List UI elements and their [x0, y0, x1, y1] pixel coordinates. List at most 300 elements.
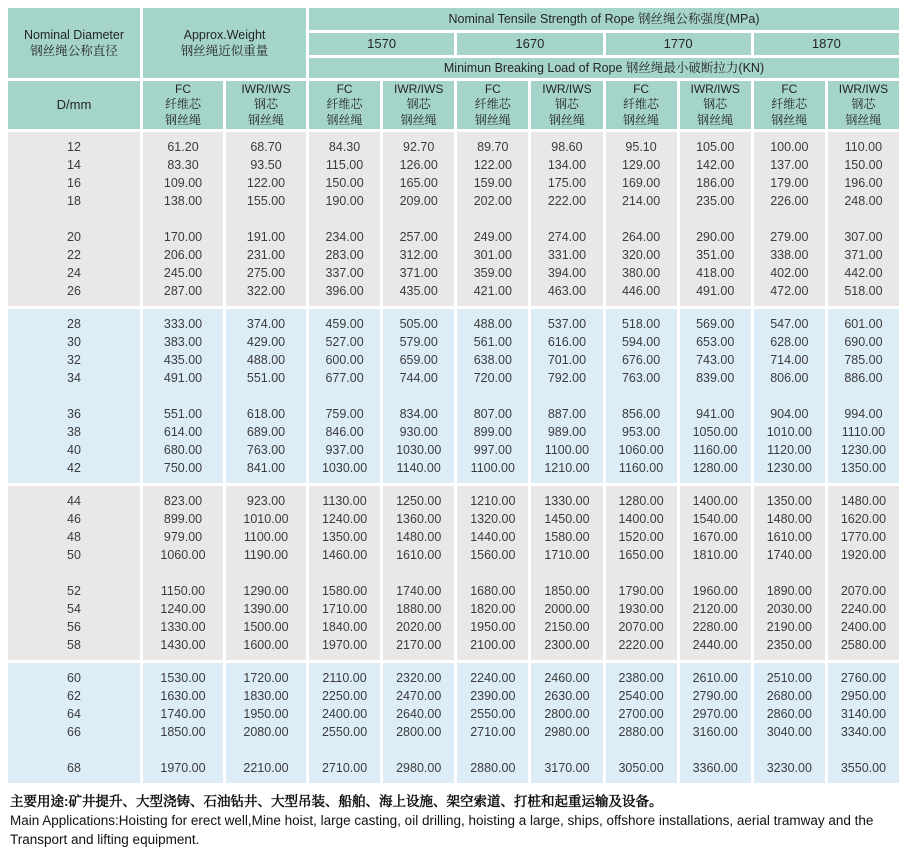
breaking-load-value: 744.00 [399, 371, 438, 385]
breaking-load-value: 600.00 [325, 353, 364, 367]
table-band [8, 132, 899, 306]
breaking-load-value: 1820.00 [470, 602, 516, 616]
value-column [531, 309, 602, 483]
breaking-load-value: 134.00 [547, 158, 587, 172]
breaking-load-value: 2070.00 [618, 620, 664, 634]
breaking-load-value: 937.00 [325, 443, 364, 457]
header-column-line: 钢丝绳 [771, 112, 808, 127]
header-column-line: 纤维芯 [164, 97, 201, 112]
header-column-line: 纤维芯 [771, 97, 808, 112]
breaking-load-value: 126.00 [399, 158, 438, 172]
breaking-load-value: 2880.00 [470, 761, 516, 775]
breaking-load-value: 2790.00 [692, 689, 738, 703]
breaking-load-value: 1030.00 [321, 461, 368, 475]
value-column [383, 132, 454, 306]
breaking-load-value: 320.00 [621, 248, 661, 262]
breaking-load-value: 1830.00 [243, 689, 289, 703]
breaking-load-value: 1540.00 [692, 512, 738, 526]
header-iwr-column [531, 81, 602, 129]
breaking-load-value: 2190.00 [766, 620, 812, 634]
value-column [754, 663, 825, 783]
breaking-load-value: 3360.00 [692, 761, 738, 775]
subgroup-gap [457, 741, 528, 759]
breaking-load-value: 122.00 [246, 176, 286, 190]
breaking-load-value: 1130.00 [322, 494, 367, 508]
breaking-load-value: 806.00 [770, 371, 809, 385]
breaking-load-value: 839.00 [696, 371, 735, 385]
breaking-load-value: 3550.00 [840, 761, 887, 775]
header-column-line: 钢丝绳 [247, 112, 284, 127]
subgroup-gap [828, 741, 899, 759]
breaking-load-value: 1520.00 [618, 530, 664, 544]
breaking-load-value: 676.00 [621, 353, 661, 367]
breaking-load-value: 3170.00 [544, 761, 590, 775]
diameter-value: 36 [67, 407, 81, 421]
diameter-value: 14 [67, 158, 81, 172]
breaking-load-value: 2390.00 [470, 689, 516, 703]
subgroup-gap [828, 564, 899, 582]
breaking-load-value: 2120.00 [692, 602, 738, 616]
diameter-value: 34 [67, 371, 81, 385]
header-fc-column [754, 81, 825, 129]
value-column [606, 309, 677, 483]
breaking-load-value: 2980.00 [396, 761, 442, 775]
diameter-value: 30 [67, 335, 81, 349]
breaking-load-value: 196.00 [844, 176, 883, 190]
value-column [226, 486, 306, 660]
breaking-load-value: 1100.00 [544, 443, 590, 457]
breaking-load-value: 1740.00 [160, 707, 206, 721]
breaking-load-value: 1160.00 [693, 443, 738, 457]
breaking-load-value: 659.00 [399, 353, 438, 367]
breaking-load-value: 1720.00 [243, 671, 289, 685]
header-column-line: 钢芯 [554, 97, 579, 112]
breaking-load-value: 418.00 [696, 266, 735, 280]
subgroup-gap [457, 564, 528, 582]
breaking-load-value: 1330.00 [544, 494, 590, 508]
breaking-load-value: 245.00 [163, 266, 203, 280]
breaking-load-value: 491.00 [696, 284, 735, 298]
value-column [606, 663, 677, 783]
breaking-load-value: 248.00 [844, 194, 883, 208]
value-column [143, 132, 223, 306]
diameter-value: 18 [67, 194, 81, 208]
diameter-value: 58 [67, 638, 81, 652]
breaking-load-value: 190.00 [325, 194, 364, 208]
value-column [828, 309, 899, 483]
breaking-load-value: 3050.00 [618, 761, 664, 775]
breaking-load-value: 98.60 [551, 140, 583, 154]
breaking-load-value: 1350.00 [840, 461, 887, 475]
breaking-load-value: 351.00 [696, 248, 735, 262]
breaking-load-value: 1580.00 [544, 530, 590, 544]
diameter-value: 16 [67, 176, 81, 190]
breaking-load-value: 1060.00 [618, 443, 664, 457]
breaking-load-value: 1100.00 [243, 530, 289, 544]
breaking-load-value: 2070.00 [840, 584, 887, 598]
header-column-line: 钢丝绳 [400, 112, 437, 127]
header-breaking-load-title: Minimun Breaking Load of Rope 钢丝绳最小破断拉力(KN) [309, 58, 899, 78]
breaking-load-value: 159.00 [473, 176, 512, 190]
breaking-load-value: 459.00 [325, 317, 364, 331]
breaking-load-value: 2980.00 [544, 725, 590, 739]
breaking-load-value: 1210.00 [470, 494, 516, 508]
breaking-load-value: 150.00 [844, 158, 883, 172]
breaking-load-value: 1440.00 [470, 530, 516, 544]
breaking-load-value: 488.00 [246, 353, 286, 367]
breaking-load-value: 2880.00 [618, 725, 664, 739]
breaking-load-value: 421.00 [473, 284, 512, 298]
breaking-load-value: 1880.00 [396, 602, 442, 616]
breaking-load-value: 435.00 [163, 353, 203, 367]
breaking-load-value: 1230.00 [840, 443, 887, 457]
value-column [457, 309, 528, 483]
breaking-load-value: 1350.00 [321, 530, 368, 544]
diameter-value: 46 [67, 512, 81, 526]
breaking-load-value: 1400.00 [692, 494, 738, 508]
value-column [828, 663, 899, 783]
breaking-load-value: 616.00 [547, 335, 587, 349]
breaking-load-value: 488.00 [473, 317, 512, 331]
value-column [531, 663, 602, 783]
value-column [680, 132, 751, 306]
header-column-line: 钢丝绳 [164, 112, 201, 127]
header-fc-column [309, 81, 380, 129]
subgroup-gap [680, 741, 751, 759]
breaking-load-value: 275.00 [246, 266, 286, 280]
breaking-load-value: 2100.00 [470, 638, 516, 652]
diameter-value: 20 [67, 230, 81, 244]
breaking-load-value: 1430.00 [160, 638, 206, 652]
breaking-load-value: 3230.00 [766, 761, 812, 775]
breaking-load-value: 1190.00 [243, 548, 289, 562]
subgroup-gap [457, 210, 528, 228]
breaking-load-value: 551.00 [163, 407, 203, 421]
breaking-load-value: 680.00 [163, 443, 203, 457]
breaking-load-value: 601.00 [844, 317, 883, 331]
breaking-load-value: 191.00 [246, 230, 286, 244]
breaking-load-value: 1740.00 [766, 548, 812, 562]
breaking-load-value: 841.00 [246, 461, 286, 475]
breaking-load-value: 1150.00 [160, 584, 206, 598]
subgroup-gap [828, 210, 899, 228]
breaking-load-value: 1610.00 [396, 548, 442, 562]
breaking-load-value: 1250.00 [396, 494, 442, 508]
breaking-load-value: 1060.00 [160, 548, 206, 562]
breaking-load-value: 338.00 [770, 248, 809, 262]
breaking-load-value: 283.00 [325, 248, 364, 262]
header-iwr-column [828, 81, 899, 129]
breaking-load-value: 491.00 [163, 371, 203, 385]
breaking-load-value: 518.00 [621, 317, 661, 331]
breaking-load-value: 331.00 [547, 248, 587, 262]
breaking-load-value: 165.00 [399, 176, 438, 190]
breaking-load-value: 2510.00 [766, 671, 812, 685]
subgroup-gap [680, 210, 751, 228]
subgroup-gap [226, 210, 306, 228]
subgroup-gap [531, 741, 602, 759]
header-strength-grade: 1670 [457, 33, 602, 55]
subgroup-gap [754, 210, 825, 228]
diameter-value: 68 [67, 761, 81, 775]
breaking-load-value: 2460.00 [544, 671, 590, 685]
breaking-load-value: 518.00 [844, 284, 883, 298]
header-column-line: 钢芯 [703, 97, 728, 112]
breaking-load-value: 2170.00 [396, 638, 442, 652]
breaking-load-value: 1160.00 [618, 461, 664, 475]
breaking-load-value: 84.30 [328, 140, 361, 154]
header-column-line: 钢芯 [253, 97, 278, 112]
breaking-load-value: 1030.00 [396, 443, 442, 457]
breaking-load-value: 337.00 [325, 266, 364, 280]
breaking-load-value: 3340.00 [840, 725, 887, 739]
breaking-load-value: 115.00 [325, 158, 364, 172]
header-strength-grade: 1570 [309, 33, 454, 55]
breaking-load-value: 653.00 [696, 335, 735, 349]
breaking-load-value: 371.00 [399, 266, 438, 280]
breaking-load-value: 2400.00 [321, 707, 368, 721]
breaking-load-value: 1010.00 [766, 425, 812, 439]
breaking-load-value: 307.00 [844, 230, 883, 244]
breaking-load-value: 1930.00 [618, 602, 664, 616]
header-column-line: FC [633, 81, 650, 96]
header-fc-column [606, 81, 677, 129]
breaking-load-value: 61.20 [167, 140, 199, 154]
breaking-load-value: 1240.00 [160, 602, 206, 616]
subgroup-gap [226, 564, 306, 582]
subgroup-gap [8, 210, 140, 228]
value-column [383, 486, 454, 660]
breaking-load-value: 2800.00 [396, 725, 442, 739]
breaking-load-value: 3160.00 [692, 725, 738, 739]
diameter-value: 38 [67, 425, 81, 439]
subgroup-gap [606, 210, 677, 228]
value-column [531, 486, 602, 660]
breaking-load-value: 2680.00 [766, 689, 812, 703]
breaking-load-value: 887.00 [547, 407, 587, 421]
breaking-load-value: 109.00 [163, 176, 203, 190]
breaking-load-value: 402.00 [770, 266, 809, 280]
breaking-load-value: 138.00 [163, 194, 203, 208]
subgroup-gap [309, 741, 380, 759]
breaking-load-value: 1950.00 [470, 620, 516, 634]
subgroup-gap [8, 741, 140, 759]
breaking-load-value: 2320.00 [396, 671, 442, 685]
diameter-value: 12 [67, 140, 81, 154]
breaking-load-value: 537.00 [547, 317, 587, 331]
breaking-load-value: 628.00 [770, 335, 809, 349]
breaking-load-value: 1850.00 [544, 584, 590, 598]
value-column [828, 486, 899, 660]
breaking-load-value: 374.00 [246, 317, 286, 331]
header-iwr-column [226, 81, 306, 129]
header-column-line: IWR/IWS [394, 81, 444, 96]
breaking-load-value: 186.00 [696, 176, 735, 190]
breaking-load-value: 1840.00 [321, 620, 368, 634]
header-column-line: IWR/IWS [542, 81, 592, 96]
diameter-value: 56 [67, 620, 81, 634]
value-column [383, 309, 454, 483]
breaking-load-value: 677.00 [325, 371, 364, 385]
breaking-load-value: 1120.00 [767, 443, 812, 457]
breaking-load-value: 1280.00 [618, 494, 664, 508]
breaking-load-value: 235.00 [696, 194, 735, 208]
breaking-load-value: 994.00 [844, 407, 883, 421]
breaking-load-value: 394.00 [547, 266, 587, 280]
breaking-load-value: 68.70 [250, 140, 282, 154]
breaking-load-value: 1360.00 [396, 512, 442, 526]
breaking-load-value: 1350.00 [766, 494, 812, 508]
diameter-column [8, 486, 140, 660]
header-column-line: 钢丝绳 [548, 112, 585, 127]
breaking-load-value: 547.00 [770, 317, 809, 331]
breaking-load-value: 110.00 [844, 140, 883, 154]
breaking-load-value: 2080.00 [243, 725, 289, 739]
breaking-load-value: 170.00 [163, 230, 203, 244]
breaking-load-value: 214.00 [621, 194, 661, 208]
breaking-load-value: 301.00 [473, 248, 512, 262]
breaking-load-value: 2280.00 [692, 620, 738, 634]
breaking-load-value: 175.00 [547, 176, 587, 190]
breaking-load-value: 2030.00 [766, 602, 812, 616]
subgroup-gap [143, 564, 223, 582]
breaking-load-value: 1560.00 [470, 548, 516, 562]
breaking-load-value: 1610.00 [766, 530, 812, 544]
subgroup-gap [531, 387, 602, 405]
breaking-load-value: 763.00 [246, 443, 286, 457]
table-band [8, 309, 899, 483]
breaking-load-value: 1710.00 [544, 548, 590, 562]
subgroup-gap [754, 741, 825, 759]
breaking-load-value: 1890.00 [766, 584, 812, 598]
subgroup-gap [226, 387, 306, 405]
breaking-load-value: 2710.00 [321, 761, 368, 775]
breaking-load-value: 1970.00 [321, 638, 368, 652]
breaking-load-value: 1950.00 [243, 707, 289, 721]
value-column [606, 486, 677, 660]
header-column-line: 纤维芯 [623, 97, 660, 112]
breaking-load-value: 442.00 [844, 266, 883, 280]
subgroup-gap [680, 564, 751, 582]
header-column-line: IWR/IWS [241, 81, 291, 96]
breaking-load-value: 2540.00 [618, 689, 664, 703]
breaking-load-value: 95.10 [625, 140, 657, 154]
breaking-load-value: 807.00 [473, 407, 512, 421]
breaking-load-value: 1740.00 [396, 584, 442, 598]
breaking-load-value: 1400.00 [618, 512, 664, 526]
breaking-load-value: 743.00 [696, 353, 735, 367]
breaking-load-value: 169.00 [621, 176, 661, 190]
breaking-load-value: 1010.00 [243, 512, 289, 526]
breaking-load-value: 206.00 [163, 248, 203, 262]
breaking-load-value: 1710.00 [321, 602, 368, 616]
diameter-value: 42 [67, 461, 81, 475]
breaking-load-value: 1390.00 [243, 602, 289, 616]
diameter-value: 28 [67, 317, 81, 331]
breaking-load-value: 714.00 [770, 353, 809, 367]
breaking-load-value: 142.00 [696, 158, 735, 172]
diameter-column [8, 663, 140, 783]
breaking-load-value: 100.00 [770, 140, 809, 154]
header-column-line: IWR/IWS [838, 81, 889, 96]
breaking-load-value: 904.00 [770, 407, 809, 421]
breaking-load-value: 2110.00 [322, 671, 367, 685]
value-column [383, 663, 454, 783]
header-approx-weight [143, 8, 306, 78]
value-column [309, 486, 380, 660]
breaking-load-value: 579.00 [399, 335, 438, 349]
header-column-line: FC [484, 81, 501, 96]
table-body [8, 132, 899, 783]
breaking-load-value: 3140.00 [840, 707, 887, 721]
breaking-load-value: 359.00 [473, 266, 512, 280]
applications-note [8, 786, 899, 851]
breaking-load-value: 2470.00 [396, 689, 442, 703]
breaking-load-value: 638.00 [473, 353, 512, 367]
breaking-load-value: 689.00 [246, 425, 286, 439]
value-column [680, 663, 751, 783]
diameter-value: 32 [67, 353, 81, 367]
diameter-value: 66 [67, 725, 81, 739]
breaking-load-value: 1920.00 [840, 548, 887, 562]
breaking-load-value: 1530.00 [160, 671, 206, 685]
breaking-load-value: 759.00 [325, 407, 364, 421]
breaking-load-value: 1960.00 [692, 584, 738, 598]
value-column [680, 309, 751, 483]
breaking-load-value: 720.00 [473, 371, 512, 385]
breaking-load-value: 2350.00 [766, 638, 812, 652]
breaking-load-value: 846.00 [325, 425, 364, 439]
breaking-load-value: 1770.00 [840, 530, 887, 544]
diameter-value: 54 [67, 602, 81, 616]
header-nominal-diameter-en: Nominal Diameter [23, 27, 125, 42]
subgroup-gap [606, 564, 677, 582]
diameter-value: 64 [67, 707, 81, 721]
header-column-line: 钢丝绳 [845, 112, 882, 127]
value-column [457, 486, 528, 660]
breaking-load-value: 222.00 [547, 194, 587, 208]
breaking-load-value: 1460.00 [321, 548, 368, 562]
subgroup-gap [143, 387, 223, 405]
breaking-load-value: 2210.00 [243, 761, 289, 775]
breaking-load-value: 614.00 [163, 425, 203, 439]
value-column [754, 309, 825, 483]
breaking-load-value: 1790.00 [618, 584, 664, 598]
diameter-value: 62 [67, 689, 81, 703]
breaking-load-value: 527.00 [325, 335, 364, 349]
header-column-line: 钢丝绳 [326, 112, 363, 127]
breaking-load-value: 2640.00 [396, 707, 442, 721]
breaking-load-value: 226.00 [770, 194, 809, 208]
table-header [8, 8, 899, 129]
header-column-line: FC [781, 81, 798, 96]
breaking-load-value: 93.50 [250, 158, 282, 172]
breaking-load-value: 3040.00 [766, 725, 812, 739]
breaking-load-value: 202.00 [473, 194, 512, 208]
diameter-value: 50 [67, 548, 81, 562]
subgroup-gap [226, 741, 306, 759]
breaking-load-value: 505.00 [399, 317, 438, 331]
breaking-load-value: 2250.00 [321, 689, 368, 703]
breaking-load-value: 179.00 [770, 176, 809, 190]
breaking-load-value: 2020.00 [396, 620, 442, 634]
header-column-line: 钢芯 [851, 97, 876, 112]
breaking-load-value: 979.00 [163, 530, 203, 544]
diameter-column [8, 132, 140, 306]
breaking-load-value: 2440.00 [692, 638, 738, 652]
breaking-load-value: 1320.00 [470, 512, 516, 526]
breaking-load-value: 2700.00 [618, 707, 664, 721]
